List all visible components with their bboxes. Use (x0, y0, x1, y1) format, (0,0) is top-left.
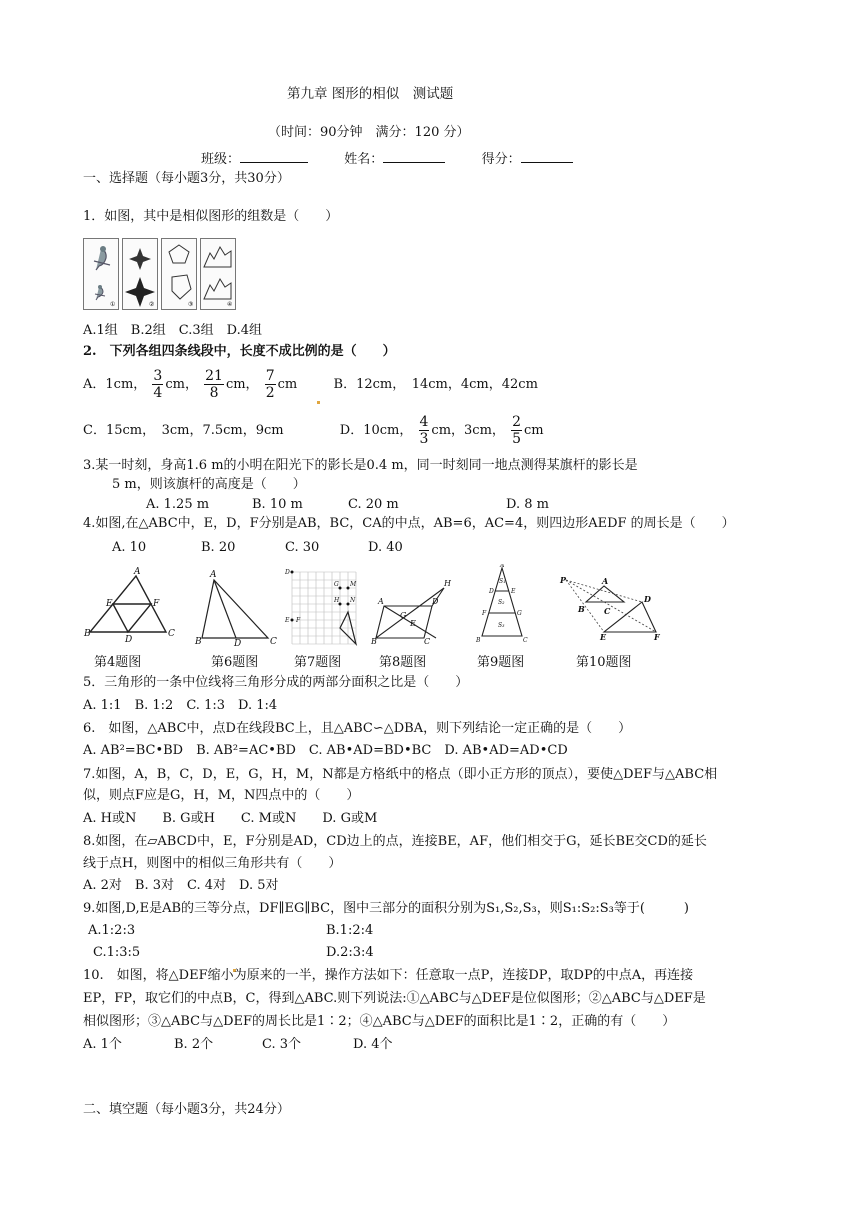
q4-option-d: D. 40 (368, 540, 403, 555)
name-label: 姓名： (344, 152, 384, 167)
svg-text:A: A (500, 564, 505, 569)
class-blank (240, 149, 308, 163)
svg-text:F: F (296, 617, 301, 624)
svg-text:C: C (523, 637, 528, 644)
svg-text:D: D (125, 635, 133, 645)
svg-text:A: A (602, 576, 609, 586)
svg-text:B: B (195, 637, 202, 646)
pentagon-icon (162, 239, 196, 309)
figure-q10 (558, 574, 668, 644)
q1-panel-pentagons (161, 238, 197, 310)
frac-4-3: $\frac{4}{3}$ (419, 414, 429, 447)
figure-q6 (190, 566, 280, 646)
svg-text:A: A (134, 567, 141, 577)
score-blank (521, 149, 573, 163)
frac-3-4: $\frac{3}{4}$ (153, 368, 163, 401)
compass-star-icon (123, 239, 157, 309)
q9-option-d: D.2:3:4 (326, 945, 374, 960)
q6-options: A. AB²=BC•BD B. AB²=AC•BD C. AB•AD=BD•BC D. AB•AD=AD•CD (83, 743, 568, 758)
q1-options: A.1组 B.2组 C.3组 D.4组 (83, 323, 262, 338)
q3-stem-line2: 5 m，则该旗杆的高度是（ ） (112, 477, 306, 492)
q8-options: A. 2对 B. 3对 C. 4对 D. 5对 (83, 878, 279, 893)
q4-stem: 4.如图,在△ABC中，E，D，F分别是AB，BC，CA的中点，AB=6，AC=4，则四边形AEDF 的周长是（ ） (83, 516, 735, 531)
q10-line2: EP，FP，取它们的中点B，C，得到△ABC.则下列说法:①△ABC与△DEF是位似图形；②△ABC与△DEF是 (83, 991, 706, 1006)
svg-text:B: B (84, 629, 91, 639)
frac-7-2: $\frac{7}{2}$ (265, 368, 275, 401)
q1-panel-mountains (200, 238, 236, 310)
q7-options: A. H或N B. G或H C. M或N D. G或M (83, 811, 378, 826)
svg-text:B: B (371, 637, 377, 646)
q3-option-b: B. 10 m (252, 497, 303, 512)
q2-stem: 2. 下列各组四条线段中，长度不成比例的是（ ） (83, 344, 396, 359)
frac-2-5: $\frac{2}{5}$ (512, 414, 521, 447)
q9-stem: 9.如图,D,E是AB的三等分点，DF∥EG∥BC，图中三部分的面积分别为S₁,S₂,S₃，则S₁:S₂:S₃等于( ) (83, 901, 689, 916)
exam-meta: （时间：90分钟 满分：120 分） (268, 125, 470, 140)
svg-text:D: D (234, 639, 242, 646)
svg-text:③: ③ (188, 301, 194, 308)
svg-text:C: C (604, 606, 611, 616)
svg-text:②: ② (149, 301, 155, 308)
svg-text:S₁: S₁ (499, 578, 506, 585)
q10-option-d: D. 4个 (353, 1037, 393, 1052)
info-row (201, 149, 573, 169)
q5-stem: 5．三角形的一条中位线将三角形分成的两部分面积之比是（ ） (83, 675, 469, 690)
svg-text:D: D (285, 569, 290, 576)
caption-q10: 第10题图 (576, 655, 632, 670)
q7-stem-line1: 7.如图，A，B，C，D，E，G，H，M，N都是方格纸中的格点（即小正方形的顶点），要使△DEF与△ABC相 (83, 767, 718, 782)
section1-heading: 一、选择题（每小题3分，共30分） (83, 171, 290, 186)
figure-q9 (466, 564, 546, 646)
svg-text:E: E (285, 617, 290, 624)
svg-text:④: ④ (227, 301, 233, 308)
q10-line3: 相似图形；③△ABC与△DEF的周长比是1∶2；④△ABC与△DEF的面积比是1∶2，正确的有（ ） (83, 1014, 676, 1029)
bird-icon (84, 239, 118, 309)
svg-text:C: C (424, 637, 431, 646)
section2-heading: 二、填空题（每小题3分，共24分） (83, 1102, 290, 1117)
name-blank (383, 149, 445, 163)
q2-options-ab: A．1cm， $\frac{3}{4}$ cm， $\frac{21}{8}$ cm， $\frac{7}{2}$ cm B．12cm， 14cm，4cm，42cm (83, 366, 538, 404)
q4-option-c: C. 30 (285, 540, 320, 555)
svg-text:S₃: S₃ (498, 622, 505, 629)
q6-stem: 6. 如图，△ABC中，点D在线段BC上，且△ABC∽△DBA，则下列结论一定正确的是（ ） (83, 721, 632, 736)
svg-text:A: A (210, 570, 217, 580)
q8-stem-line1: 8.如图，在▱ABCD中，E，F分别是AD，CD边上的点，连接BE，AF，他们相交于G，延长BE交CD的延长 (83, 834, 707, 849)
caption-q8: 第8题图 (379, 655, 427, 670)
score-label: 得分： (481, 152, 521, 167)
svg-text:H: H (444, 579, 451, 588)
svg-text:F: F (482, 610, 487, 617)
q3-stem-line1: 3.某一时刻，身高1.6 m的小明在阳光下的影长是0.4 m，同一时刻同一地点测得某旗杆的影长是 (83, 458, 638, 473)
figure-q8 (370, 576, 454, 646)
caption-q6: 第6题图 (211, 655, 259, 670)
q1-panel-birds (83, 238, 119, 310)
caption-q7: 第7题图 (294, 655, 342, 670)
frac-21-8: $\frac{21}{8}$ (205, 368, 223, 401)
q4-option-a: A. 10 (112, 540, 147, 555)
svg-text:S₂: S₂ (498, 599, 505, 606)
page-title: 第九章 图形的相似 测试题 (287, 86, 454, 102)
svg-text:E: E (511, 588, 516, 595)
caption-q4: 第4题图 (94, 655, 142, 670)
svg-text:D: D (432, 597, 439, 606)
figure-q7 (284, 568, 364, 648)
q9-option-c: C.1:3:5 (93, 945, 141, 960)
class-label: 班级： (201, 152, 241, 167)
q5-options: A. 1:1 B. 1:2 C. 1:3 D. 1:4 (83, 698, 278, 713)
svg-text:M: M (350, 581, 357, 588)
svg-text:E: E (410, 619, 416, 628)
q2-options-cd: C．15cm， 3cm，7.5cm，9cm D．10cm， $\frac{4}{3}$ cm，3cm， $\frac{2}{5}$ cm (83, 414, 544, 447)
svg-text:G: G (334, 581, 339, 588)
q10-line1: 10. 如图，将△DEF缩小为原来的一半，操作方法如下：任意取一点P，连接DP，取DP的中点A，再连接 (83, 968, 694, 983)
q3-option-d: D. 8 m (506, 497, 549, 512)
svg-text:E: E (600, 632, 607, 642)
svg-text:D: D (489, 588, 494, 595)
q8-stem-line2: 线于点H，则图中的相似三角形共有（ ） (83, 856, 342, 871)
svg-text:N: N (350, 597, 356, 604)
q7-stem-line2: 似，则点F应是G，H，M，N四点中的（ ） (83, 788, 360, 803)
q10-option-c: C. 3个 (262, 1037, 302, 1052)
q3-option-c: C. 20 m (348, 497, 399, 512)
svg-text:①: ① (110, 301, 116, 308)
q1-panel-stars (122, 238, 158, 310)
svg-text:H: H (334, 597, 340, 604)
svg-text:D: D (644, 594, 651, 604)
svg-text:P: P (560, 575, 567, 585)
q10-option-b: B. 2个 (174, 1037, 214, 1052)
mountain-icon (201, 239, 235, 309)
q1-figure (83, 238, 235, 310)
q3-option-a: A. 1.25 m (146, 497, 210, 512)
svg-text:B: B (476, 637, 481, 644)
figure-q4 (80, 566, 180, 646)
q4-option-b: B. 20 (201, 540, 236, 555)
q1-stem: 1．如图，其中是相似图形的组数是（ ） (83, 209, 339, 224)
svg-text:F: F (153, 599, 160, 609)
caption-q9: 第9题图 (477, 655, 525, 670)
svg-text:C: C (270, 637, 277, 646)
svg-text:C: C (168, 629, 175, 639)
svg-text:E: E (106, 599, 113, 609)
q9-option-b: B.1:2:4 (326, 923, 374, 938)
svg-text:B: B (578, 604, 585, 614)
q9-option-a: A.1:2:3 (88, 923, 136, 938)
svg-text:G: G (400, 611, 407, 620)
svg-text:F: F (654, 632, 660, 642)
svg-text:G: G (517, 610, 522, 617)
q10-option-a: A. 1个 (83, 1037, 122, 1052)
svg-text:A: A (378, 597, 384, 606)
